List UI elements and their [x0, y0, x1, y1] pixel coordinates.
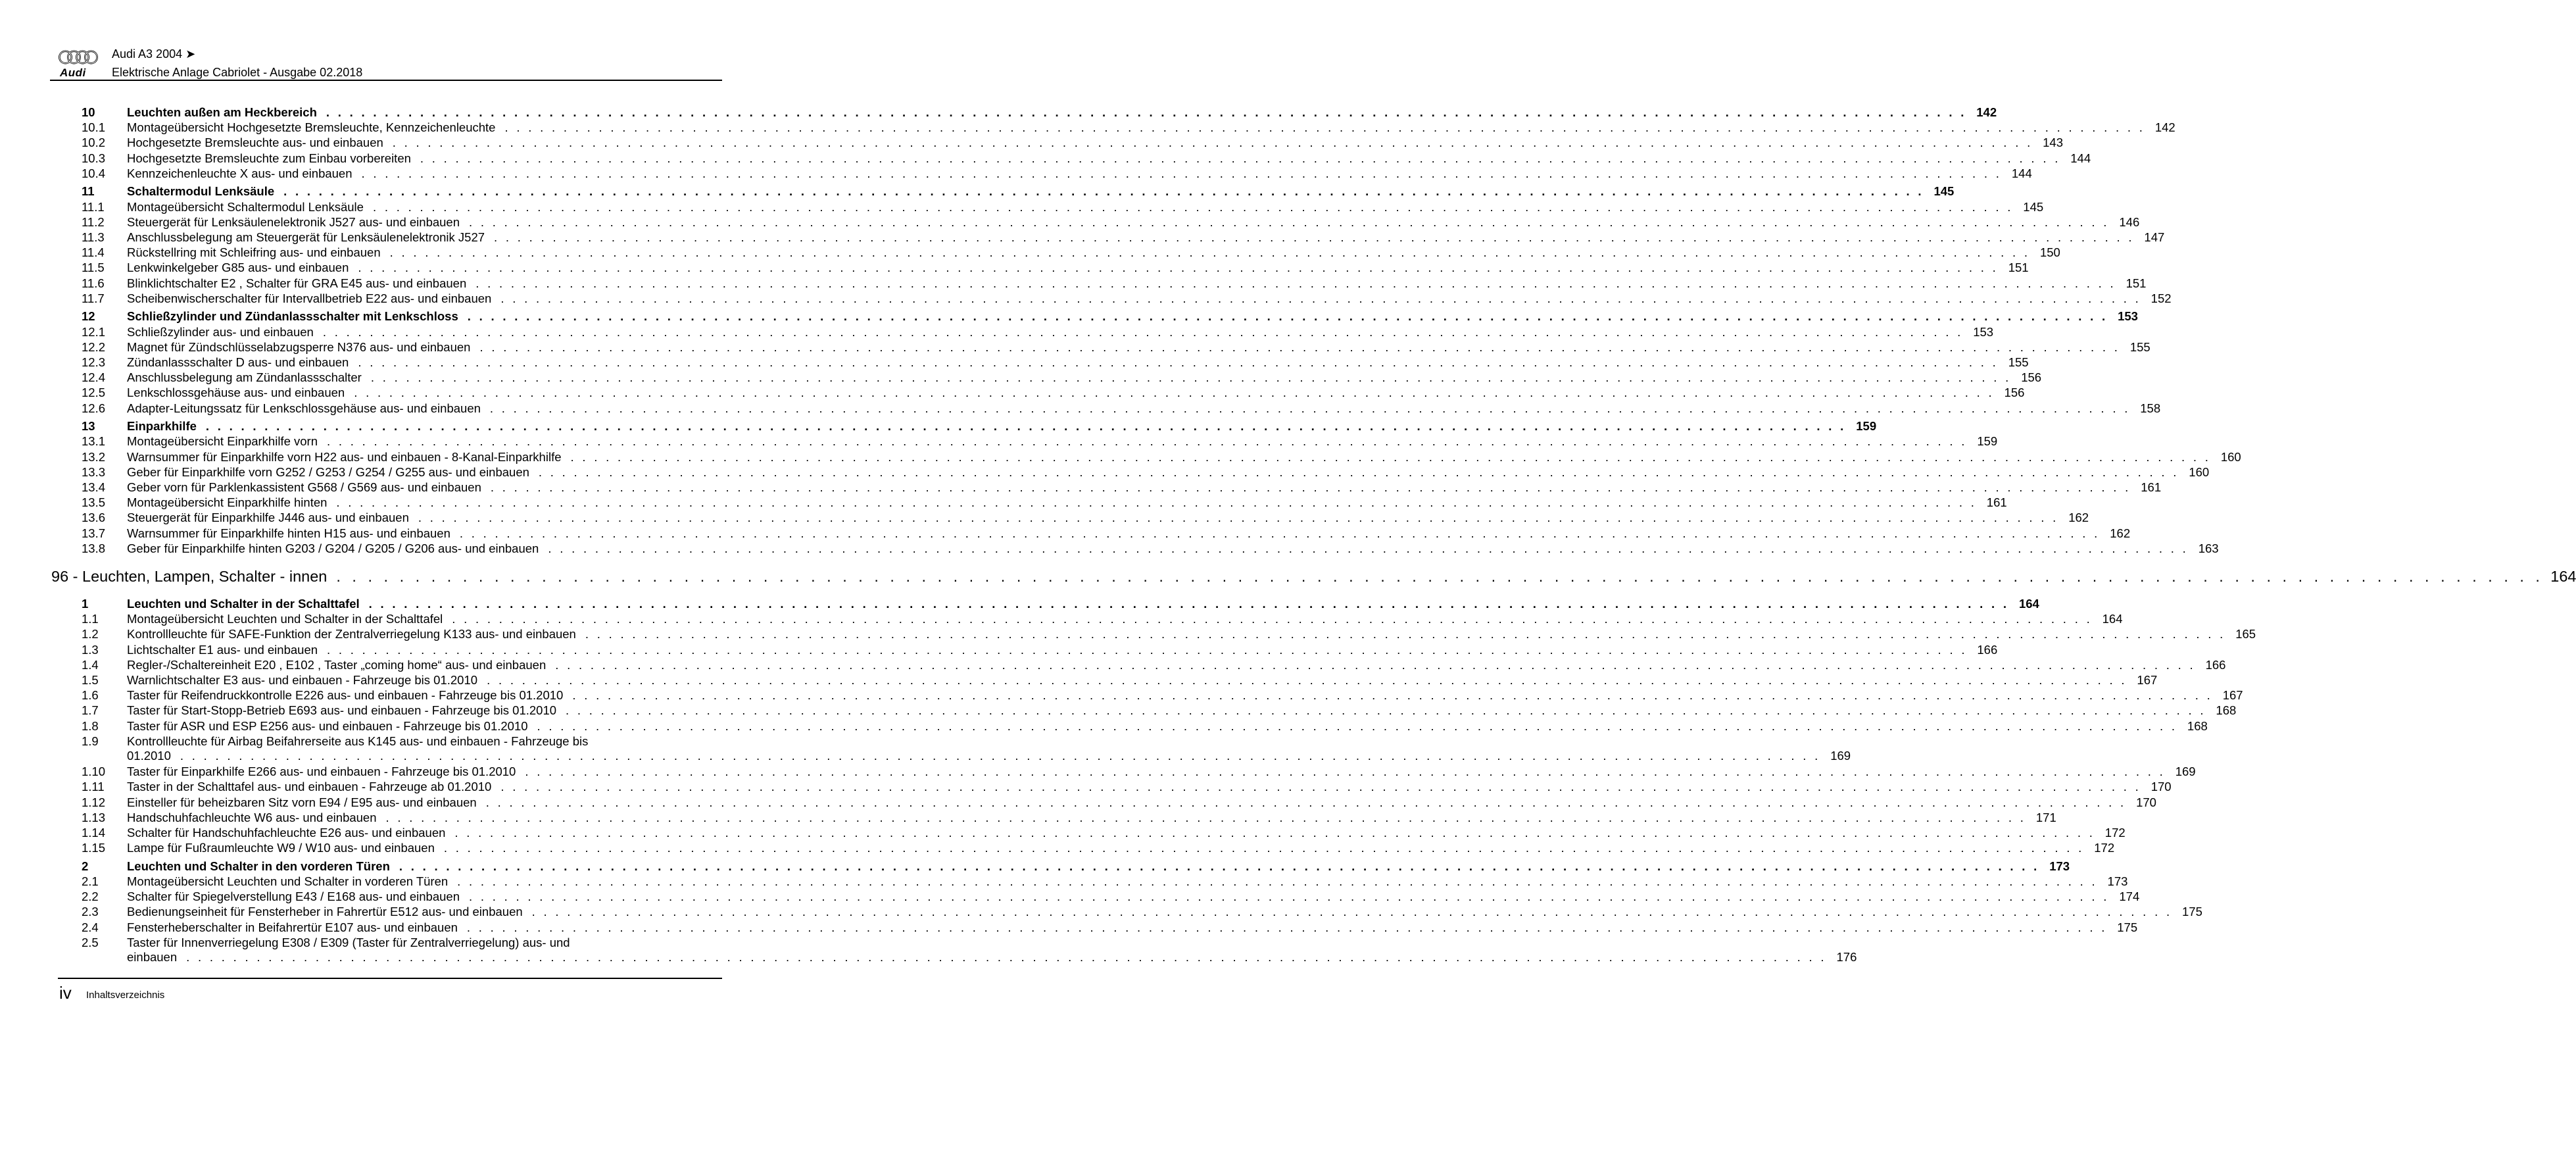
- toc-page-number: 159: [1977, 434, 1998, 449]
- toc-title: Schließzylinder und Zündanlassschalter mit Lenkschloss: [127, 309, 458, 324]
- toc-title: Montageübersicht Einparkhilfe vorn: [127, 434, 318, 449]
- toc-page-number: 166: [2205, 657, 2226, 672]
- toc-entry: [82, 166, 2032, 181]
- toc-page-number: 171: [2035, 810, 2056, 824]
- dot-leader: . . . . . . . . . . . . . . . . . . . . . . . . . . . . . . . . . . . . . . . . . . . . . . . . . . . . . . . . . . . . . . . . . . . . . . . . . . . . . . . . . . . . . . . . . . . . . . . . . . . . . . . . . . . . . . . . . . . . . . . . . . . . . . . . . . . . . . . . . . . .: [504, 120, 2145, 135]
- toc-page-number: 162: [2068, 511, 2089, 525]
- toc-page-number: 164: [2102, 612, 2123, 626]
- toc-entry: [82, 291, 2172, 306]
- dot-leader: . . . . . . . . . . . . . . . . . . . . . . . . . . . . . . . . . . . . . . . . . . . . . . . . . . . . . . . . . . . . . . . . . . . . . . . . . . . . . . . . . . . . . . . . . . . . . . . . . . . . . . . . . . . . . . . . . . . . . . . . . . . . . . . . . . . . . . . . . . . .: [570, 449, 2211, 464]
- toc-title: Regler-/Schaltereinheit E20 , E102 , Taster „coming home“ aus- und einbauen: [127, 657, 547, 672]
- dot-leader: . . . . . . . . . . . . . . . . . . . . . . . . . . . . . . . . . . . . . . . . . . . . . . . . . . . . . . . . . . . . . . . . . . . . . . . . . . . . . . . . . . . . . . . . . . . . . . . . . . . . . . . . . . . . . . . . . . . . . . . . . . . . . . . . . . . . . . . . . . . .: [485, 795, 2126, 809]
- toc-title: Lichtschalter E1 aus- und einbauen: [127, 642, 318, 657]
- dot-leader: . . . . . . . . . . . . . . . . . . . . . . . . . . . . . . . . . . . . . . . . . . . . . . . . . . . . . . . . . . . . . . . . . . . . . . . . . . . . . . . . . . . . . . . . . . . . . . . . . . . . . . . . . . . . . . . . . . . . . . . . . . . . . . . . . . . . . . . . . . . .: [354, 386, 1995, 400]
- toc-page-number: 156: [2004, 386, 2025, 400]
- dot-leader: . . . . . . . . . . . . . . . . . . . . . . . . . . . . . . . . . . . . . . . . . . . . . . . . . . . . . . . . . . . . . . . . . . . . . . . . . . . . . . . . . . . . . . . . . . . . . . . . . . . . . . . . . . . . . . . . . . . . . . . . . . . . . . . . . . . . . . . . . . . .: [389, 245, 2030, 260]
- toc-page-number: 163: [2198, 541, 2219, 555]
- toc-number: 2.2: [82, 890, 99, 904]
- toc-number: 11.1: [82, 199, 105, 214]
- toc-title: Hochgesetzte Bremsleuchte zum Einbau vorbereiten: [127, 151, 411, 165]
- toc-number: 12.1: [82, 324, 106, 339]
- dot-leader: . . . . . . . . . . . . . . . . . . . . . . . . . . . . . . . . . . . . . . . . . . . . . . . . . . . . . . . . . . . . . . . . . . . . . . . . . . . . . . . . . . . . . . . . . . . . . . . . . . . . . . . . . . . . . . . . . . . . . . . . . . . . . . . . . . . . . . . . . . . .: [358, 261, 1999, 275]
- toc-title: Anschlussbelegung am Steuergerät für Lenksäulenelektronik J527: [127, 230, 485, 244]
- toc-title: Taster für Start-Stopp-Betrieb E693 aus- und einbauen - Fahrzeuge bis 01.2010: [127, 703, 557, 718]
- toc-title: Leuchten außen am Heckbereich: [127, 105, 317, 119]
- toc-number: 13.8: [82, 541, 106, 555]
- toc-entry: [82, 780, 2172, 794]
- toc-entry: [82, 136, 2064, 150]
- page-number: iv: [59, 983, 72, 1003]
- dot-leader: . . . . . . . . . . . . . . . . . . . . . . . . . . . . . . . . . . . . . . . . . . . . . . . . . . . . . . . . . . . . . . . . . . . . . . . . . . . . . . . . . . . . . . . . . . . . . . . . . . . . . . . . . . . . . . . . . . . . . . . . . . . . . . . . . . . . . . . . . . . .: [466, 920, 2108, 934]
- toc-entry: [82, 642, 1998, 657]
- toc-entry: [82, 324, 1994, 339]
- dot-leader: . . . . . . . . . . . . . . . . . . . . . . . . . . . . . . . . . . . . . . . . . . . . . . . . . . . . . . . . . . . . . . . . . . . . . . . . . . . . . . . . . . . . . . . . . . . . . . . . . . . . . . . . . . . . . . . . . . . . . . . . . . . . . . . . . . . . . . . . . . . .: [494, 230, 2135, 244]
- toc-title: Handschuhfachleuchte W6 aus- und einbauen: [127, 810, 377, 824]
- toc-title: Geber für Einparkhilfe vorn G252 / G253 / G254 / G255 aus- und einbauen: [127, 464, 529, 479]
- dot-leader: . . . . . . . . . . . . . . . . . . . . . . . . . . . . . . . . . . . . . . . . . . . . . . . . . . . . . . . . . . . . . . . . . . . . . . . . . . . . . . . . . . . . . . . . . . . . . . . . . . . . . . . . . . . . . . . . . . . . . . . . . . . . . . . . . . . . . . . . . . . .: [454, 826, 2095, 840]
- toc-entry: [82, 935, 1857, 965]
- dot-leader: . . . . . . . . . . . . . . . . . . . . . . . . . . . . . . . . . . . . . . . . . . . . . . . . . . . . . . . . . . . . . . . . . . . . . . . . . . . . . . . . . . . . . . . . . . . . . . . . . . . . . . . . . . . . . . . . . . . . . . . . . . . . . . . . . . . . . . . . . . . .: [180, 748, 1821, 763]
- toc-title: Warnsummer für Einparkhilfe vorn H22 aus- und einbauen - 8-Kanal-Einparkhilfe: [127, 449, 562, 464]
- toc-page-number: 147: [2144, 230, 2165, 244]
- toc-page-number: 176: [1836, 949, 1857, 964]
- toc-title: Geber für Einparkhilfe hinten G203 / G204 / G205 / G206 aus- und einbauen: [127, 541, 539, 555]
- toc-title: Taster in der Schalttafel aus- und einbauen - Fahrzeuge ab 01.2010: [127, 780, 492, 794]
- toc-title-wrapped: [127, 936, 1857, 965]
- toc-title: Taster für ASR und ESP E256 aus- und einbauen - Fahrzeuge bis 01.2010: [127, 718, 528, 733]
- toc-title: Steuergerät für Einparkhilfe J446 aus- und einbauen: [127, 511, 409, 525]
- toc-title-continuation-line: [127, 749, 1851, 763]
- toc-title-continuation: einbauen: [127, 949, 178, 964]
- toc-entry: [82, 480, 2162, 495]
- toc-page-number: 155: [2008, 355, 2029, 369]
- toc-page-number: 151: [2008, 261, 2029, 275]
- toc-entry: [82, 449, 2241, 464]
- dot-leader: . . . . . . . . . . . . . . . . . . . . . . . . . . . . . . . . . . . . . . . . . . . . . . . . . . . . . . . . . . . . . . . . . . . . . . . . . . . . . . . . . . . . . . . . . . . . . . . . . . . . . . . . . . . . . . . . . . . . . . . . . . . . . . . . . . . . . . . . . . . .: [469, 890, 2110, 904]
- dot-leader: . . . . . . . . . . . . . . . . . . . . . . . . . . . . . . . . . . . . . . . . . . . . . . . . . . . . . . . . . . . . . . . . . . . . . . . . . . . . . . . . . . . . . . . . . . . . . . . . . . . . . . . . . . . . . . . . . . . . . . . . . . . . . . . . . . . . . . . . . . . .: [322, 324, 1964, 339]
- dot-leader: . . . . . . . . . . . . . . . . . . . . . . . . . . . . . . . . . . . . . . . . . . . . . . . . . . . . . . . . . . . . . . . . . . . . . . . . . . . . . . . . . . . . . . . . . . . . . . . . . . . . . . . . . . . . . . . . . . . . . . . . . . . . . . . . . . . . . . . . . . . .: [457, 874, 2098, 888]
- dot-leader: . . . . . . . . . . . . . . . . . . . . . . . . . . . . . . . . . . . . . . . . . . . . . . . . . . . . . . . . . . . . . . . . . . . . . . . . . . . . . . . . . . . . . . . . . . . . . . . . . . . . . . . . . . . . . . . . . . . . . . . . . . . . . . . . . . . . . . . . . . . .: [500, 780, 2141, 794]
- toc-entry: [82, 151, 2091, 166]
- toc-entry: [82, 734, 1851, 763]
- dot-leader: . . . . . . . . . . . . . . . . . . . . . . . . . . . . . . . . . . . . . . . . . . . . . . . . . . . . . . . . . . . . . . . . . . . . . . . . . . . . . . . . . . . . . . . . . . . . . . . . . . . . . . . . . . . . . . . . . . . . . . . . . . . . . . . . . . . . . . . . . . . .: [205, 419, 1847, 434]
- toc-number: 12.3: [82, 355, 106, 369]
- dot-leader: . . . . . . . . . . . . . . . . . . . . . . . . . . . . . . . . . . . . . . . . . . . . . . . . . . . . . . . . . . . . . . . . . . . . . . . . . . . . . . . . . . . . . . . . . . . . . . . . . . . . . . . . . . . . . . . . . . . . . . . . . . . . . . . . . . . . . . . . . . . .: [327, 434, 1968, 449]
- toc-section: [82, 859, 2070, 874]
- toc-chapter: [51, 568, 2576, 586]
- dot-leader: . . . . . . . . . . . . . . . . . . . . . . . . . . . . . . . . . . . . . . . . . . . . . . . . . . . . . . . . . . . . . . . . . . . . . . . . . . . . . . . . . . . . . . . . . . . . . . . . . . . . . . . . . . . . . . . . . . . . . . . . . . . . . . . . . . . . . . . . . . . .: [399, 859, 2040, 873]
- toc-entry: [82, 841, 2115, 855]
- toc-page-number: 143: [2043, 136, 2064, 150]
- toc-title: Warnlichtschalter E3 aus- und einbauen - Fahrzeuge bis 01.2010: [127, 673, 478, 687]
- toc-number: 1.7: [82, 703, 99, 718]
- toc-entry: [82, 673, 2158, 688]
- toc-page-number: 172: [2094, 841, 2115, 855]
- toc-entry: [82, 920, 2138, 935]
- toc-number: 1.5: [82, 673, 99, 687]
- dot-leader: . . . . . . . . . . . . . . . . . . . . . . . . . . . . . . . . . . . . . . . . . . . . . . . . . . . . . . . . . . . . . . . . . . . . . . . . . . . . . . . . . . . . . . . . . . . . . . . . . . . . . . . . . . . . . . . . . . . . . . . . . . . . . . . . . . . . . . . . . . . .: [525, 765, 2166, 779]
- toc-entry: [82, 245, 2060, 260]
- toc-title: Anschlussbelegung am Zündanlassschalter: [127, 370, 362, 385]
- dot-leader: . . . . . . . . . . . . . . . . . . . . . . . . . . . . . . . . . . . . . . . . . . . . . . . . . . . . . . . . . . . . . . . . . . . . . . . . . . . . . . . . . . . . . . . . . . . . . . . . . . . . . . . . . . . . . . . . . . . . . . . . . . . . . . . . . . . . . . . . . . . .: [336, 568, 2544, 585]
- toc-number: 1.14: [82, 826, 106, 840]
- toc-number: 13.1: [82, 434, 106, 449]
- toc-entry: [82, 511, 2089, 525]
- toc-page-number: 170: [2136, 795, 2156, 809]
- toc-number: 2.4: [82, 920, 99, 934]
- toc-page-number: 146: [2119, 214, 2140, 229]
- toc-entry: [82, 199, 2044, 214]
- brand-wordmark: Audi: [60, 66, 86, 79]
- dot-leader: . . . . . . . . . . . . . . . . . . . . . . . . . . . . . . . . . . . . . . . . . . . . . . . . . . . . . . . . . . . . . . . . . . . . . . . . . . . . . . . . . . . . . . . . . . . . . . . . . . . . . . . . . . . . . . . . . . . . . . . . . . . . . . . . . . . . . . . . . . . .: [566, 703, 2206, 718]
- toc-number: 13.4: [82, 480, 106, 494]
- toc-entry: [82, 874, 2128, 889]
- toc-number: 10.2: [82, 136, 106, 150]
- toc-entry: [82, 826, 2126, 840]
- toc-title: Kontrollleuchte für Airbag Beifahrerseite aus K145 aus- und einbauen - Fahrzeuge bis: [127, 734, 589, 748]
- toc-entry: [82, 339, 2151, 355]
- toc-page-number: 153: [1973, 324, 1994, 339]
- dot-leader: . . . . . . . . . . . . . . . . . . . . . . . . . . . . . . . . . . . . . . . . . . . . . . . . . . . . . . . . . . . . . . . . . . . . . . . . . . . . . . . . . . . . . . . . . . . . . . . . . . . . . . . . . . . . . . . . . . . . . . . . . . . . . . . . . . . . . . . . . . . .: [555, 657, 2196, 672]
- toc-title-wrapped: [127, 734, 1851, 763]
- toc-number: 11: [82, 184, 95, 199]
- toc-page-number: 169: [2175, 765, 2196, 779]
- toc-page-number: 167: [2222, 688, 2243, 703]
- toc-page-number: 167: [2137, 673, 2158, 687]
- toc-title: Adapter-Leitungssatz für Lenkschlossgehäuse aus- und einbauen: [127, 401, 481, 415]
- dot-leader: . . . . . . . . . . . . . . . . . . . . . . . . . . . . . . . . . . . . . . . . . . . . . . . . . . . . . . . . . . . . . . . . . . . . . . . . . . . . . . . . . . . . . . . . . . . . . . . . . . . . . . . . . . . . . . . . . . . . . . . . . . . . . . . . . . . . . . . . . . . .: [326, 105, 1967, 119]
- toc-number: 13: [82, 419, 95, 434]
- toc-entry: [82, 905, 2202, 919]
- toc-section: [82, 184, 1955, 199]
- toc-page-number: 172: [2104, 826, 2126, 840]
- toc-page-number: 156: [2021, 370, 2042, 385]
- dot-leader: . . . . . . . . . . . . . . . . . . . . . . . . . . . . . . . . . . . . . . . . . . . . . . . . . . . . . . . . . . . . . . . . . . . . . . . . . . . . . . . . . . . . . . . . . . . . . . . . . . . . . . . . . . . . . . . . . . . . . . . . . . . . . . . . . . . . . . . . . . . .: [467, 309, 2108, 324]
- toc-title: Blinklichtschalter E2 , Schalter für GRA E45 aus- und einbauen: [127, 276, 467, 290]
- toc-title: Montageübersicht Schaltermodul Lenksäule: [127, 199, 364, 214]
- toc-title: Lampe für Fußraumleuchte W9 / W10 aus- und einbauen: [127, 841, 435, 855]
- toc-section: [82, 309, 2138, 324]
- toc-title: Montageübersicht Leuchten und Schalter in der Schalttafel: [127, 612, 443, 626]
- dot-leader: . . . . . . . . . . . . . . . . . . . . . . . . . . . . . . . . . . . . . . . . . . . . . . . . . . . . . . . . . . . . . . . . . . . . . . . . . . . . . . . . . . . . . . . . . . . . . . . . . . . . . . . . . . . . . . . . . . . . . . . . . . . . . . . . . . . . . . . . . . . .: [368, 597, 2009, 611]
- toc-number: 2.3: [82, 905, 99, 919]
- dot-leader: . . . . . . . . . . . . . . . . . . . . . . . . . . . . . . . . . . . . . . . . . . . . . . . . . . . . . . . . . . . . . . . . . . . . . . . . . . . . . . . . . . . . . . . . . . . . . . . . . . . . . . . . . . . . . . . . . . . . . . . . . . . . . . . . . . . . . . . . . . . .: [392, 136, 2033, 150]
- toc-page-number: 165: [2235, 627, 2256, 641]
- toc-title: Kontrollleuchte für SAFE-Funktion der Zentralverriegelung K133 aus- und einbauen: [127, 627, 576, 641]
- toc-page-number: 161: [1986, 495, 2007, 510]
- toc-entry: [82, 657, 2226, 672]
- toc-title: Schalter für Handschuhfachleuchte E26 aus- und einbauen: [127, 826, 446, 840]
- dot-leader: . . . . . . . . . . . . . . . . . . . . . . . . . . . . . . . . . . . . . . . . . . . . . . . . . . . . . . . . . . . . . . . . . . . . . . . . . . . . . . . . . . . . . . . . . . . . . . . . . . . . . . . . . . . . . . . . . . . . . . . . . . . . . . . . . . . . . . . . . . . .: [420, 151, 2061, 165]
- toc-entry: [82, 355, 2029, 370]
- dot-leader: . . . . . . . . . . . . . . . . . . . . . . . . . . . . . . . . . . . . . . . . . . . . . . . . . . . . . . . . . . . . . . . . . . . . . . . . . . . . . . . . . . . . . . . . . . . . . . . . . . . . . . . . . . . . . . . . . . . . . . . . . . . . . . . . . . . . . . . . . . . .: [443, 841, 2085, 855]
- toc-entry: [82, 386, 2025, 400]
- document-title-edition: Elektrische Anlage Cabriolet - Ausgabe 02.2018: [112, 66, 363, 79]
- dot-leader: . . . . . . . . . . . . . . . . . . . . . . . . . . . . . . . . . . . . . . . . . . . . . . . . . . . . . . . . . . . . . . . . . . . . . . . . . . . . . . . . . . . . . . . . . . . . . . . . . . . . . . . . . . . . . . . . . . . . . . . . . . . . . . . . . . . . . . . . . . . .: [327, 642, 1968, 657]
- toc-page-number: 142: [1976, 105, 1997, 119]
- toc-page-number: 160: [2220, 449, 2241, 464]
- toc-page-number: 145: [1933, 184, 1955, 199]
- toc-title: Hochgesetzte Bremsleuchte aus- und einbauen: [127, 136, 383, 150]
- toc-number: 11.6: [82, 276, 105, 290]
- toc-number: 12.2: [82, 339, 106, 354]
- toc-number: 13.2: [82, 449, 106, 464]
- toc-page-number: 168: [2187, 718, 2208, 733]
- toc-number: 13.5: [82, 495, 106, 510]
- dot-leader: . . . . . . . . . . . . . . . . . . . . . . . . . . . . . . . . . . . . . . . . . . . . . . . . . . . . . . . . . . . . . . . . . . . . . . . . . . . . . . . . . . . . . . . . . . . . . . . . . . . . . . . . . . . . . . . . . . . . . . . . . . . . . . . . . . . . . . . . . . . .: [186, 949, 1827, 964]
- toc-number: 1.10: [82, 765, 106, 779]
- toc-number: 1.13: [82, 810, 106, 824]
- toc-title: Montageübersicht Einparkhilfe hinten: [127, 495, 328, 510]
- toc-entry: [82, 890, 2140, 904]
- dot-leader: . . . . . . . . . . . . . . . . . . . . . . . . . . . . . . . . . . . . . . . . . . . . . . . . . . . . . . . . . . . . . . . . . . . . . . . . . . . . . . . . . . . . . . . . . . . . . . . . . . . . . . . . . . . . . . . . . . . . . . . . . . . . . . . . . . . . . . . . . . . .: [538, 464, 2179, 479]
- toc-number: 10.1: [82, 120, 106, 135]
- toc-number: 1.12: [82, 795, 106, 809]
- footer-label: Inhaltsverzeichnis: [86, 990, 165, 1001]
- dot-leader: . . . . . . . . . . . . . . . . . . . . . . . . . . . . . . . . . . . . . . . . . . . . . . . . . . . . . . . . . . . . . . . . . . . . . . . . . . . . . . . . . . . . . . . . . . . . . . . . . . . . . . . . . . . . . . . . . . . . . . . . . . . . . . . . . . . . . . . . . . . .: [537, 718, 2177, 733]
- toc-title: Kennzeichenleuchte X aus- und einbauen: [127, 166, 352, 180]
- toc-page-number: 150: [2039, 245, 2060, 260]
- toc-number: 1.8: [82, 718, 99, 733]
- toc-page-number: 173: [2107, 874, 2128, 888]
- toc-page-number: 169: [1830, 748, 1851, 763]
- toc-title: Zündanlassschalter D aus- und einbauen: [127, 355, 349, 369]
- dot-leader: . . . . . . . . . . . . . . . . . . . . . . . . . . . . . . . . . . . . . . . . . . . . . . . . . . . . . . . . . . . . . . . . . . . . . . . . . . . . . . . . . . . . . . . . . . . . . . . . . . . . . . . . . . . . . . . . . . . . . . . . . . . . . . . . . . . . . . . . . . . .: [585, 627, 2226, 641]
- dot-leader: . . . . . . . . . . . . . . . . . . . . . . . . . . . . . . . . . . . . . . . . . . . . . . . . . . . . . . . . . . . . . . . . . . . . . . . . . . . . . . . . . . . . . . . . . . . . . . . . . . . . . . . . . . . . . . . . . . . . . . . . . . . . . . . . . . . . . . . . . . . .: [283, 184, 1924, 199]
- toc-entry: [82, 434, 1998, 449]
- toc-number: 12.4: [82, 370, 106, 385]
- dot-leader: . . . . . . . . . . . . . . . . . . . . . . . . . . . . . . . . . . . . . . . . . . . . . . . . . . . . . . . . . . . . . . . . . . . . . . . . . . . . . . . . . . . . . . . . . . . . . . . . . . . . . . . . . . . . . . . . . . . . . . . . . . . . . . . . . . . . . . . . . . . .: [358, 355, 1999, 369]
- toc-number: 1.9: [82, 734, 99, 748]
- toc-number: 11.7: [82, 291, 105, 305]
- toc-page-number: 173: [2049, 859, 2070, 873]
- toc-number: 2.5: [82, 935, 99, 949]
- toc-number: 11.3: [82, 230, 105, 244]
- toc-title: Magnet für Zündschlüsselabzugsperre N376 aus- und einbauen: [127, 339, 471, 354]
- toc-page-number: 164: [2018, 597, 2039, 611]
- dot-leader: . . . . . . . . . . . . . . . . . . . . . . . . . . . . . . . . . . . . . . . . . . . . . . . . . . . . . . . . . . . . . . . . . . . . . . . . . . . . . . . . . . . . . . . . . . . . . . . . . . . . . . . . . . . . . . . . . . . . . . . . . . . . . . . . . . . . . . . . . . . .: [475, 276, 2116, 290]
- dot-leader: . . . . . . . . . . . . . . . . . . . . . . . . . . . . . . . . . . . . . . . . . . . . . . . . . . . . . . . . . . . . . . . . . . . . . . . . . . . . . . . . . . . . . . . . . . . . . . . . . . . . . . . . . . . . . . . . . . . . . . . . . . . . . . . . . . . . . . . . . . . .: [487, 673, 2127, 687]
- toc-entry: [82, 612, 2123, 626]
- toc-title: Steuergerät für Lenksäulenelektronik J527 aus- und einbauen: [127, 214, 460, 229]
- toc-number: 13.7: [82, 526, 106, 540]
- toc-entry: [82, 627, 2256, 641]
- toc-entry: [82, 718, 2208, 734]
- toc-page-number: 175: [2182, 905, 2202, 919]
- toc-page-number: 142: [2154, 120, 2175, 135]
- dot-leader: . . . . . . . . . . . . . . . . . . . . . . . . . . . . . . . . . . . . . . . . . . . . . . . . . . . . . . . . . . . . . . . . . . . . . . . . . . . . . . . . . . . . . . . . . . . . . . . . . . . . . . . . . . . . . . . . . . . . . . . . . . . . . . . . . . . . . . . . . . . .: [361, 166, 2002, 180]
- toc-title: Warnsummer für Einparkhilfe hinten H15 aus- und einbauen: [127, 526, 450, 540]
- dot-leader: . . . . . . . . . . . . . . . . . . . . . . . . . . . . . . . . . . . . . . . . . . . . . . . . . . . . . . . . . . . . . . . . . . . . . . . . . . . . . . . . . . . . . . . . . . . . . . . . . . . . . . . . . . . . . . . . . . . . . . . . . . . . . . . . . . . . . . . . . . . .: [452, 612, 2093, 626]
- toc-title: Fensterheberschalter in Beifahrertür E107 aus- und einbauen: [127, 920, 458, 934]
- toc-page-number: 152: [2151, 291, 2172, 305]
- toc-page-number: 160: [2189, 464, 2210, 479]
- toc-page-number: 161: [2141, 480, 2162, 494]
- dot-leader: . . . . . . . . . . . . . . . . . . . . . . . . . . . . . . . . . . . . . . . . . . . . . . . . . . . . . . . . . . . . . . . . . . . . . . . . . . . . . . . . . . . . . . . . . . . . . . . . . . . . . . . . . . . . . . . . . . . . . . . . . . . . . . . . . . . . . . . . . . . .: [548, 541, 2189, 555]
- dot-leader: . . . . . . . . . . . . . . . . . . . . . . . . . . . . . . . . . . . . . . . . . . . . . . . . . . . . . . . . . . . . . . . . . . . . . . . . . . . . . . . . . . . . . . . . . . . . . . . . . . . . . . . . . . . . . . . . . . . . . . . . . . . . . . . . . . . . . . . . . . . .: [479, 339, 2120, 354]
- toc-page-number: 159: [1856, 419, 1877, 434]
- toc-title: Schaltermodul Lenksäule: [127, 184, 275, 199]
- toc-section: [82, 105, 1997, 120]
- toc-number: 1: [82, 597, 89, 611]
- toc-number: 12: [82, 309, 95, 324]
- toc-entry: [82, 230, 2165, 245]
- toc-title: Montageübersicht Hochgesetzte Bremsleuchte, Kennzeichenleuchte: [127, 120, 496, 135]
- toc-entry: [82, 703, 2237, 718]
- toc-title-continuation-line: [127, 950, 1857, 965]
- dot-leader: . . . . . . . . . . . . . . . . . . . . . . . . . . . . . . . . . . . . . . . . . . . . . . . . . . . . . . . . . . . . . . . . . . . . . . . . . . . . . . . . . . . . . . . . . . . . . . . . . . . . . . . . . . . . . . . . . . . . . . . . . . . . . . . . . . . . . . . . . . . .: [459, 526, 2101, 540]
- toc-title: Taster für Innenverriegelung E308 / E309 (Taster für Zentralverriegelung) aus- und: [127, 935, 570, 949]
- toc-entry: [82, 541, 2219, 556]
- toc-number: 11.4: [82, 245, 105, 260]
- toc-entry: [82, 276, 2147, 291]
- dot-leader: . . . . . . . . . . . . . . . . . . . . . . . . . . . . . . . . . . . . . . . . . . . . . . . . . . . . . . . . . . . . . . . . . . . . . . . . . . . . . . . . . . . . . . . . . . . . . . . . . . . . . . . . . . . . . . . . . . . . . . . . . . . . . . . . . . . . . . . . . . . .: [469, 214, 2110, 229]
- toc-number: 13.6: [82, 511, 106, 525]
- footer-divider: [58, 978, 722, 979]
- toc-entry: [82, 526, 2131, 541]
- toc-number: 2: [82, 859, 89, 873]
- toc-title: Leuchten und Schalter in den vorderen Türen: [127, 859, 390, 873]
- toc-page-number: 175: [2117, 920, 2138, 934]
- toc-number: 1.6: [82, 688, 99, 703]
- toc-page-number: 144: [2011, 166, 2032, 180]
- toc-title: Rückstellring mit Schleifring aus- und einbauen: [127, 245, 381, 260]
- toc-number: 1.3: [82, 642, 99, 657]
- toc-entry: [82, 810, 2056, 825]
- toc-number: 2.1: [82, 874, 99, 888]
- toc-entry: [82, 795, 2156, 810]
- toc-page-number: 164: [2550, 568, 2576, 585]
- dot-leader: . . . . . . . . . . . . . . . . . . . . . . . . . . . . . . . . . . . . . . . . . . . . . . . . . . . . . . . . . . . . . . . . . . . . . . . . . . . . . . . . . . . . . . . . . . . . . . . . . . . . . . . . . . . . . . . . . . . . . . . . . . . . . . . . . . . . . . . . . . . .: [572, 688, 2213, 703]
- toc-number: 11.2: [82, 214, 105, 229]
- toc-title: Taster für Reifendruckkontrolle E226 aus- und einbauen - Fahrzeuge bis 01.2010: [127, 688, 564, 703]
- toc-entry: [82, 261, 2029, 275]
- toc-page-number: 174: [2119, 890, 2140, 904]
- toc-number: 1.11: [82, 780, 105, 794]
- toc-title: Lenkwinkelgeber G85 aus- und einbauen: [127, 261, 349, 275]
- toc-number: 11.5: [82, 261, 105, 275]
- toc-page-number: 170: [2151, 780, 2172, 794]
- toc-number: 12.6: [82, 401, 106, 415]
- toc-page-number: 145: [2023, 199, 2044, 214]
- dot-leader: . . . . . . . . . . . . . . . . . . . . . . . . . . . . . . . . . . . . . . . . . . . . . . . . . . . . . . . . . . . . . . . . . . . . . . . . . . . . . . . . . . . . . . . . . . . . . . . . . . . . . . . . . . . . . . . . . . . . . . . . . . . . . . . . . . . . . . . . . . . .: [385, 810, 2026, 824]
- dot-leader: . . . . . . . . . . . . . . . . . . . . . . . . . . . . . . . . . . . . . . . . . . . . . . . . . . . . . . . . . . . . . . . . . . . . . . . . . . . . . . . . . . . . . . . . . . . . . . . . . . . . . . . . . . . . . . . . . . . . . . . . . . . . . . . . . . . . . . . . . . . .: [489, 401, 2131, 415]
- toc-number: 12.5: [82, 386, 106, 400]
- toc-number: 10.3: [82, 151, 106, 165]
- toc-page-number: 144: [2070, 151, 2091, 165]
- toc-number: 10: [82, 105, 95, 119]
- toc-number: 1.1: [82, 612, 99, 626]
- dot-leader: . . . . . . . . . . . . . . . . . . . . . . . . . . . . . . . . . . . . . . . . . . . . . . . . . . . . . . . . . . . . . . . . . . . . . . . . . . . . . . . . . . . . . . . . . . . . . . . . . . . . . . . . . . . . . . . . . . . . . . . . . . . . . . . . . . . . . . . . . . . .: [418, 511, 2059, 525]
- toc-title: Schalter für Spiegelverstellung E43 / E168 aus- und einbauen: [127, 890, 460, 904]
- toc-title: Taster für Einparkhilfe E266 aus- und einbauen - Fahrzeuge bis 01.2010: [127, 765, 516, 779]
- toc-title: Schließzylinder aus- und einbauen: [127, 324, 314, 339]
- toc-title: 96 - Leuchten, Lampen, Schalter - innen: [51, 568, 328, 585]
- toc-page-number: 166: [1977, 642, 1998, 657]
- dot-leader: . . . . . . . . . . . . . . . . . . . . . . . . . . . . . . . . . . . . . . . . . . . . . . . . . . . . . . . . . . . . . . . . . . . . . . . . . . . . . . . . . . . . . . . . . . . . . . . . . . . . . . . . . . . . . . . . . . . . . . . . . . . . . . . . . . . . . . . . . . . .: [370, 370, 2012, 385]
- toc-title-continuation: 01.2010: [127, 748, 171, 763]
- audi-rings-icon: [58, 49, 99, 66]
- dot-leader: . . . . . . . . . . . . . . . . . . . . . . . . . . . . . . . . . . . . . . . . . . . . . . . . . . . . . . . . . . . . . . . . . . . . . . . . . . . . . . . . . . . . . . . . . . . . . . . . . . . . . . . . . . . . . . . . . . . . . . . . . . . . . . . . . . . . . . . . . . . .: [490, 480, 2131, 494]
- toc-entry: [82, 120, 2175, 135]
- toc-title: Einparkhilfe: [127, 419, 197, 434]
- toc-title: Scheibenwischerschalter für Intervallbetrieb E22 aus- und einbauen: [127, 291, 492, 305]
- toc-entry: [82, 495, 2007, 510]
- document-title-model: Audi A3 2004 ➤: [112, 47, 196, 61]
- toc-page-number: 158: [2140, 401, 2161, 415]
- toc-page-number: 151: [2126, 276, 2147, 290]
- toc-title: Geber vorn für Parklenkassistent G568 / G569 aus- und einbauen: [127, 480, 481, 494]
- dot-leader: . . . . . . . . . . . . . . . . . . . . . . . . . . . . . . . . . . . . . . . . . . . . . . . . . . . . . . . . . . . . . . . . . . . . . . . . . . . . . . . . . . . . . . . . . . . . . . . . . . . . . . . . . . . . . . . . . . . . . . . . . . . . . . . . . . . . . . . . . . . .: [531, 905, 2172, 919]
- toc-number: 1.4: [82, 657, 99, 672]
- dot-leader: . . . . . . . . . . . . . . . . . . . . . . . . . . . . . . . . . . . . . . . . . . . . . . . . . . . . . . . . . . . . . . . . . . . . . . . . . . . . . . . . . . . . . . . . . . . . . . . . . . . . . . . . . . . . . . . . . . . . . . . . . . . . . . . . . . . . . . . . . . . .: [372, 199, 2014, 214]
- toc-title: Montageübersicht Leuchten und Schalter in vorderen Türen: [127, 874, 449, 888]
- toc-entry: [82, 370, 2042, 385]
- header-divider: [50, 80, 722, 81]
- toc-section: [82, 597, 2039, 611]
- toc-page-number: 153: [2118, 309, 2138, 324]
- toc-title: Lenkschlossgehäuse aus- und einbauen: [127, 386, 345, 400]
- toc-entry: [82, 765, 2196, 779]
- toc-entry: [82, 688, 2243, 703]
- toc-entry: [82, 464, 2210, 480]
- dot-leader: . . . . . . . . . . . . . . . . . . . . . . . . . . . . . . . . . . . . . . . . . . . . . . . . . . . . . . . . . . . . . . . . . . . . . . . . . . . . . . . . . . . . . . . . . . . . . . . . . . . . . . . . . . . . . . . . . . . . . . . . . . . . . . . . . . . . . . . . . . . .: [500, 291, 2141, 305]
- toc-entry: [82, 214, 2140, 230]
- audi-logo: [58, 49, 99, 77]
- toc-page-number: 162: [2110, 526, 2131, 540]
- toc-title: Bedienungseinheit für Fensterheber in Fahrertür E512 aus- und einbauen: [127, 905, 523, 919]
- toc-title: Leuchten und Schalter in der Schalttafel: [127, 597, 360, 611]
- toc-number: 1.15: [82, 841, 106, 855]
- page-header: [58, 47, 722, 80]
- toc-number: 13.3: [82, 464, 106, 479]
- toc-number: 1.2: [82, 627, 99, 641]
- toc-page-number: 155: [2129, 339, 2151, 354]
- toc-page-number: 168: [2216, 703, 2237, 718]
- toc-title: Einsteller für beheizbaren Sitz vorn E94 / E95 aus- und einbauen: [127, 795, 477, 809]
- dot-leader: . . . . . . . . . . . . . . . . . . . . . . . . . . . . . . . . . . . . . . . . . . . . . . . . . . . . . . . . . . . . . . . . . . . . . . . . . . . . . . . . . . . . . . . . . . . . . . . . . . . . . . . . . . . . . . . . . . . . . . . . . . . . . . . . . . . . . . . . . . . .: [336, 495, 1977, 510]
- toc-entry: [82, 401, 2161, 416]
- toc-section: [82, 419, 1877, 434]
- toc-number: 10.4: [82, 166, 106, 180]
